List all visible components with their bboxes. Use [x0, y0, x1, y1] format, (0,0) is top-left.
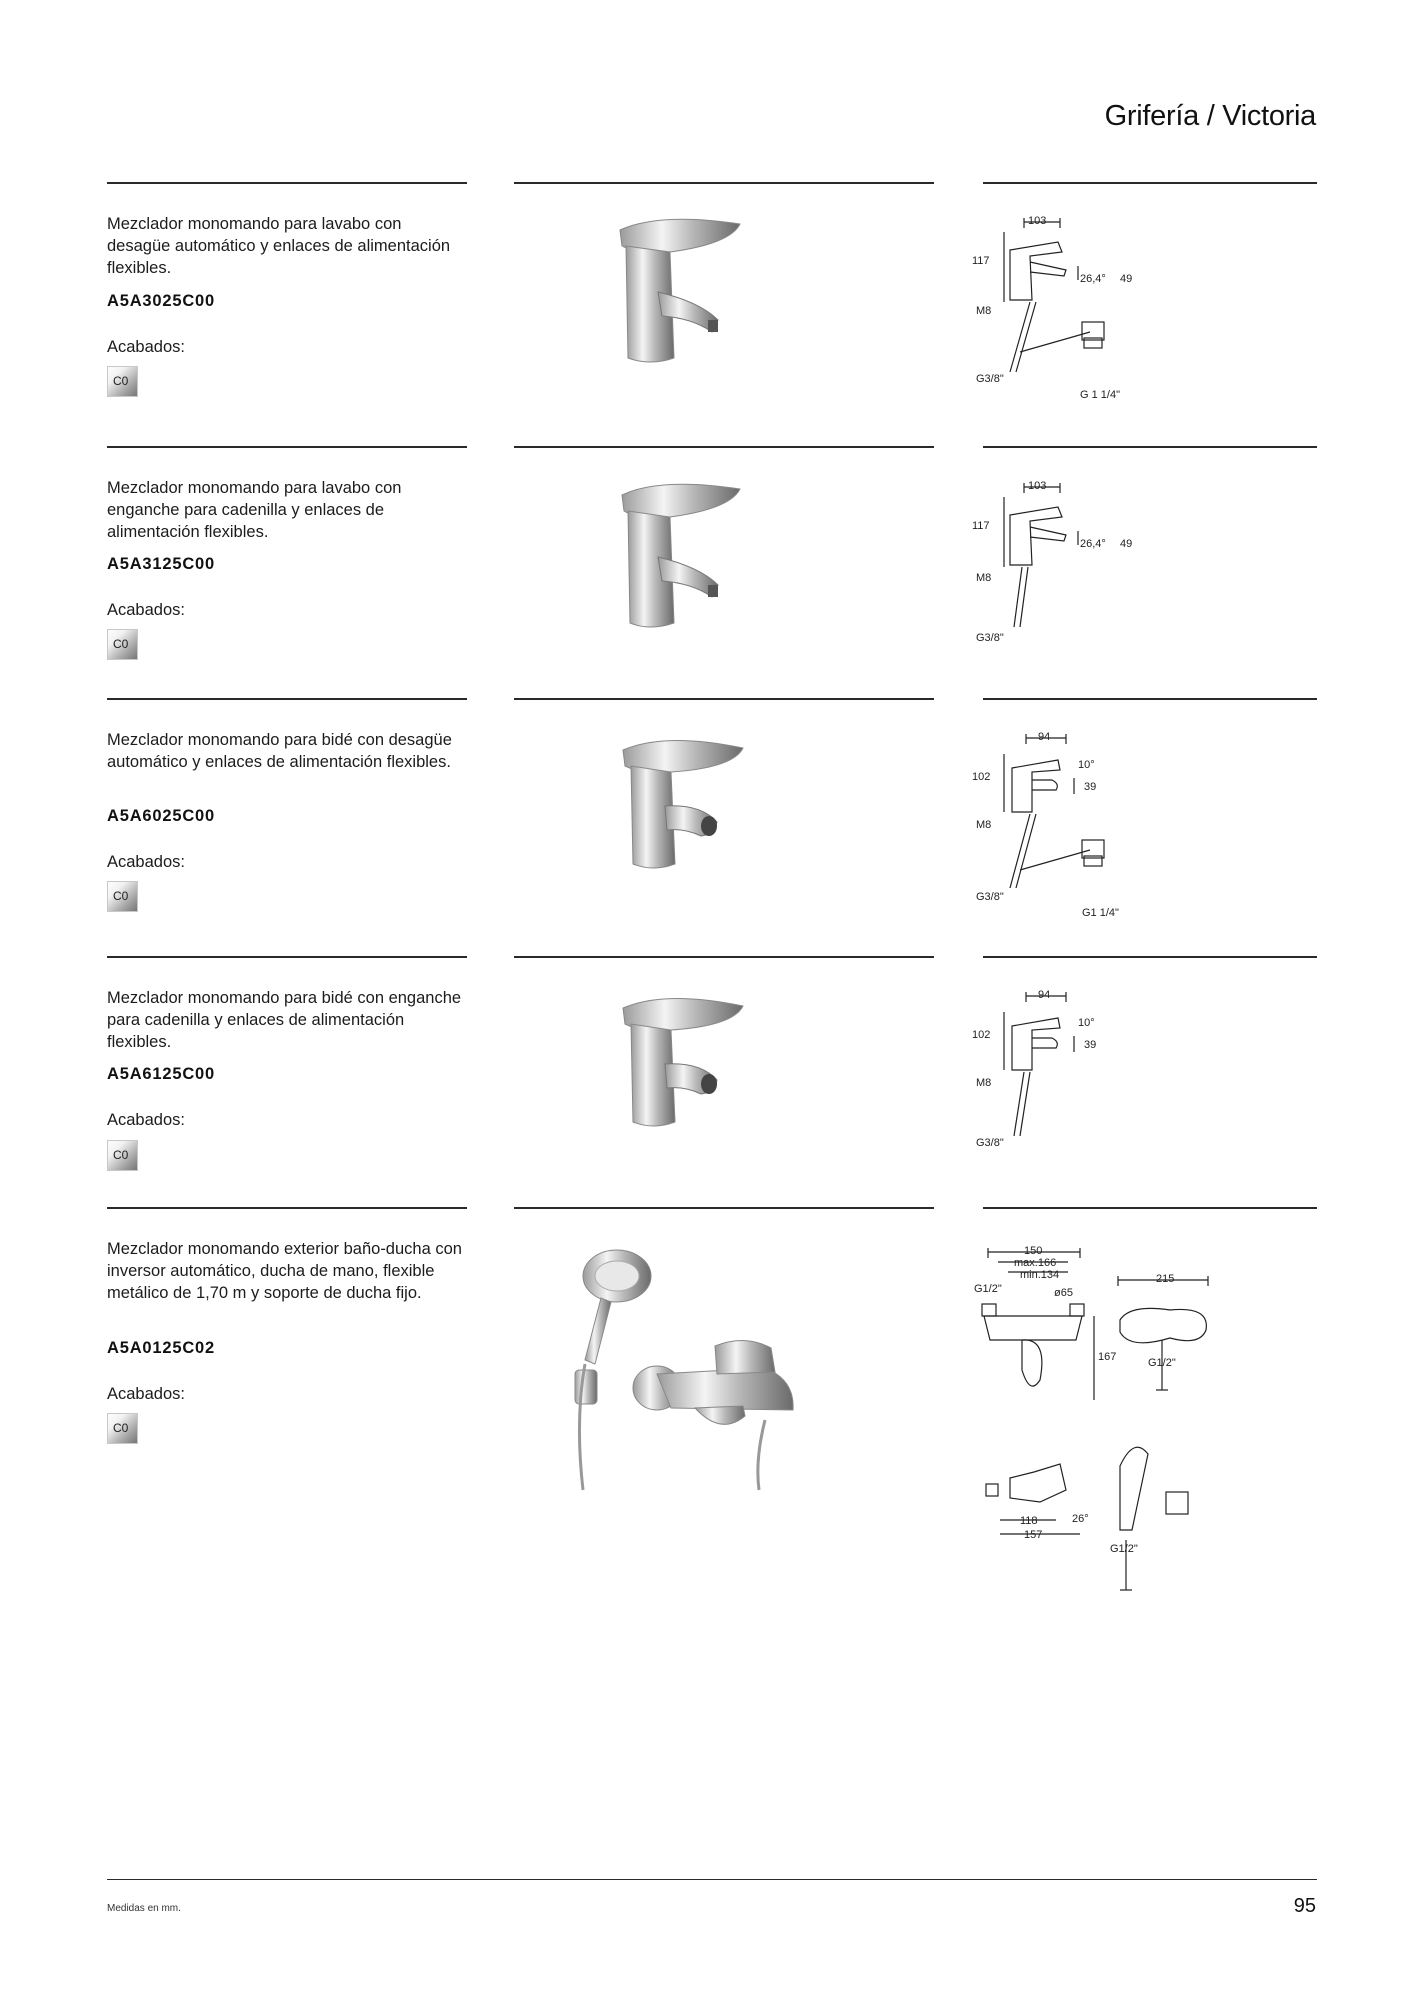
dimension-label: 118 — [1020, 1515, 1038, 1527]
dimension-label: 26° — [1072, 1513, 1089, 1525]
footer-divider — [107, 1879, 1317, 1880]
bath-shower-mixer-drawing — [970, 1240, 1230, 1610]
divider — [514, 698, 934, 700]
dimension-label: 26,4° — [1080, 538, 1106, 550]
divider — [107, 446, 467, 448]
finishes-label: Acabados: — [107, 1385, 185, 1403]
bath-shower-mixer-photo — [545, 1240, 835, 1500]
finishes-label: Acabados: — [107, 338, 185, 356]
dimension-label: 26,4° — [1080, 273, 1106, 285]
dimension-label: 49 — [1120, 538, 1133, 550]
dimension-label: 39 — [1084, 781, 1097, 793]
divider — [514, 956, 934, 958]
dimension-label: 10° — [1078, 759, 1095, 771]
units-note: Medidas en mm. — [107, 1903, 181, 1914]
product-code: A5A3025C00 — [107, 292, 215, 310]
dimension-label: 117 — [972, 255, 990, 267]
divider — [514, 446, 934, 448]
dimension-label: ø65 — [1054, 1287, 1073, 1299]
dimension-label: G3/8" — [976, 891, 1004, 903]
dimension-label: 167 — [1098, 1351, 1117, 1363]
finishes-label: Acabados: — [107, 601, 185, 619]
product-code: A5A6125C00 — [107, 1065, 215, 1083]
finish-swatch-chrome[interactable]: C0 — [107, 881, 138, 912]
dimension-label: G3/8" — [976, 373, 1004, 385]
bidet-mixer-photo — [605, 988, 755, 1138]
product-code: A5A0125C02 — [107, 1339, 215, 1357]
dimension-label: G3/8" — [976, 1137, 1004, 1149]
page-title: Grifería / Victoria — [1104, 100, 1316, 132]
divider — [983, 956, 1317, 958]
product-description: Mezclador monomando para lavabo con desagüe automático y enlaces de alimentación flexibles. — [107, 215, 451, 277]
finishes-label: Acabados: — [107, 853, 185, 871]
divider — [983, 182, 1317, 184]
dimension-label: G3/8" — [976, 632, 1004, 644]
dimension-label: M8 — [976, 819, 992, 831]
divider — [107, 956, 467, 958]
finish-swatch-chrome[interactable]: C0 — [107, 629, 138, 660]
basin-mixer-drawing — [970, 477, 1180, 657]
dimension-label: M8 — [976, 1077, 992, 1089]
page-number: 95 — [1293, 1895, 1316, 1917]
dimension-label: 157 — [1024, 1529, 1043, 1541]
divider — [514, 1207, 934, 1209]
divider — [107, 182, 467, 184]
dimension-label: 94 — [1038, 731, 1051, 743]
dimension-label: 102 — [972, 1029, 991, 1041]
product-code: A5A6025C00 — [107, 807, 215, 825]
divider — [107, 1207, 467, 1209]
dimension-label: M8 — [976, 305, 992, 317]
product-description: Mezclador monomando para lavabo con enganche para cadenilla y enlaces de alimentación flexibles. — [107, 479, 402, 541]
dimension-label: 102 — [972, 771, 991, 783]
basin-mixer-photo — [600, 477, 750, 637]
basin-mixer-photo — [600, 212, 750, 372]
dimension-label: 49 — [1120, 273, 1133, 285]
product-description: Mezclador monomando exterior baño-ducha con inversor automático, ducha de mano, flexible metálico de 1,70 m y soporte de ducha fijo. — [107, 1240, 462, 1302]
finish-swatch-chrome[interactable]: C0 — [107, 1140, 138, 1171]
bidet-mixer-photo — [605, 730, 755, 880]
divider — [983, 698, 1317, 700]
product-description: Mezclador monomando para bidé con enganche para cadenilla y enlaces de alimentación flexibles. — [107, 989, 462, 1051]
finish-swatch-chrome[interactable]: C0 — [107, 1413, 138, 1444]
dimension-label: G1 1/4" — [1082, 907, 1119, 919]
divider — [514, 182, 934, 184]
dimension-label: 117 — [972, 520, 990, 532]
basin-mixer-drawing — [970, 212, 1180, 412]
dimension-label: G1/2" — [974, 1283, 1002, 1295]
bidet-mixer-drawing — [970, 986, 1180, 1166]
dimension-label: 150 — [1024, 1245, 1043, 1257]
product-description: Mezclador monomando para bidé con desagüe automático y enlaces de alimentación flexibles. — [107, 731, 452, 771]
finish-swatch-chrome[interactable]: C0 — [107, 366, 138, 397]
dimension-label: G 1 1/4" — [1080, 389, 1120, 401]
dimension-label: G1/2" — [1110, 1543, 1138, 1555]
dimension-label: 94 — [1038, 989, 1051, 1001]
divider — [983, 1207, 1317, 1209]
dimension-label: 39 — [1084, 1039, 1097, 1051]
dimension-label: 10° — [1078, 1017, 1095, 1029]
dimension-label: M8 — [976, 572, 992, 584]
dimension-label: G1/2" — [1148, 1357, 1176, 1369]
dimension-label: 103 — [1028, 480, 1047, 492]
divider — [983, 446, 1317, 448]
divider — [107, 698, 467, 700]
dimension-label: min.134 — [1020, 1269, 1060, 1281]
product-code: A5A3125C00 — [107, 555, 215, 573]
dimension-label: 103 — [1028, 215, 1047, 227]
bidet-mixer-drawing — [970, 728, 1180, 928]
finishes-label: Acabados: — [107, 1111, 185, 1129]
dimension-label: max.166 — [1014, 1257, 1057, 1269]
dimension-label: 215 — [1156, 1273, 1175, 1285]
